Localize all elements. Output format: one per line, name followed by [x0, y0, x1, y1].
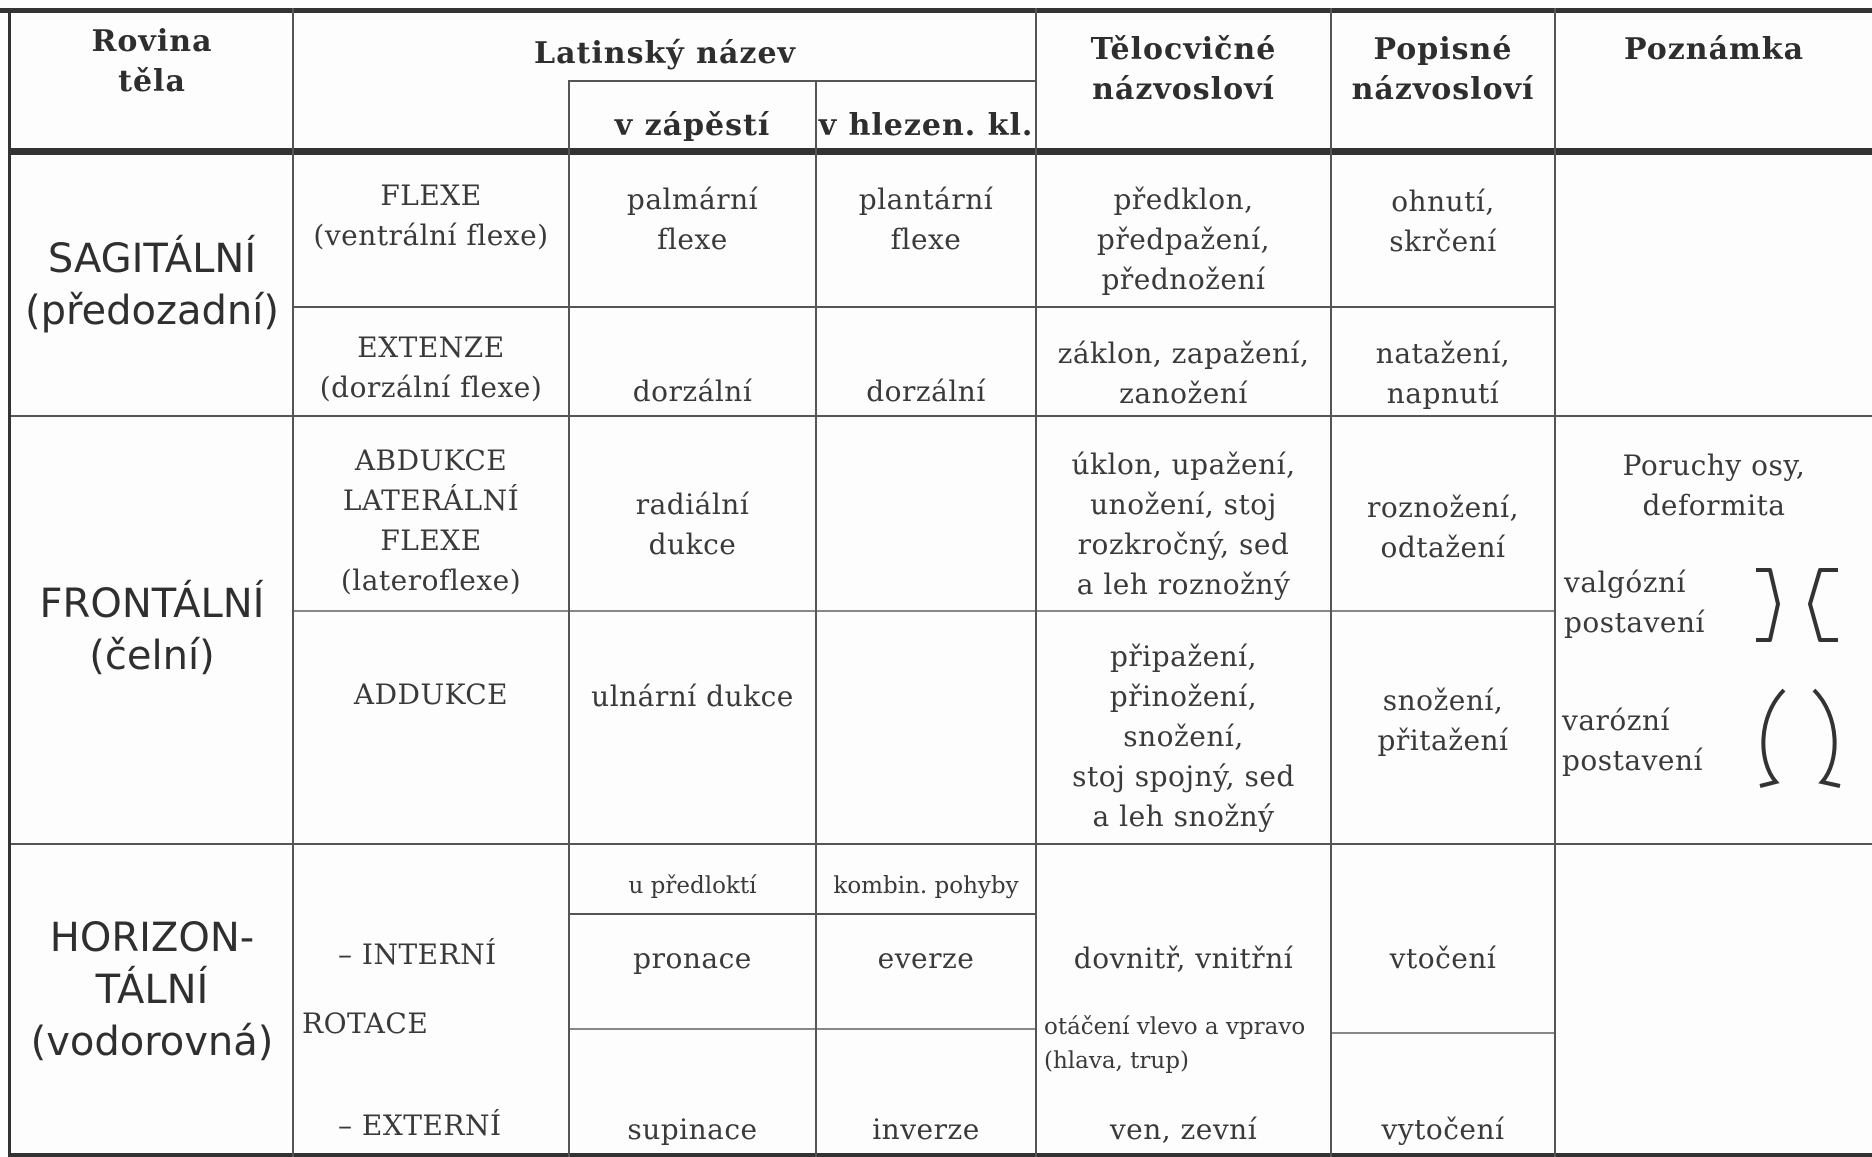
- plane-sagitalni: SAGITÁLNÍ (předozadní): [24, 236, 279, 334]
- horizontalni-sub-predlokti: u předloktí: [628, 873, 757, 899]
- plane-horizontalni: HORIZON- TÁLNÍ (vodorovná): [30, 915, 274, 1065]
- plane-frontalni: FRONTÁLNÍ (čelní): [39, 581, 265, 679]
- horizontalni-interni-kombin: everze: [877, 942, 975, 975]
- valgus-leg-icon: [1748, 566, 1848, 646]
- horizontalni-interni-popisne: vtočení: [1389, 942, 1497, 975]
- frontalni-abdukce-telocvicne: úklon, upažení, unožení, stoj rozkročný, sed a leh roznožný: [1071, 448, 1296, 601]
- frontalni-abdukce-zapesti: radiální dukce: [635, 488, 750, 561]
- sagitalni-extenze-hlezen: dorzální: [866, 375, 986, 408]
- rule-popisne-split: [1332, 1032, 1556, 1034]
- rule-abdukce-addukce: [294, 610, 1556, 612]
- sagitalni-extenze-latin: EXTENZE (dorzální flexe): [319, 331, 543, 404]
- frontalni-addukce-latin: ADDUKCE: [353, 678, 509, 711]
- rule-subheader-2: [570, 913, 1036, 915]
- poznamka-valgozni: valgózní postavení: [1564, 566, 1705, 639]
- rule-subheader: [570, 80, 1036, 82]
- sagitalni-extenze-zapesti: dorzální: [632, 375, 753, 408]
- rule-left: [8, 8, 11, 1157]
- sagitalni-extenze-telocvicne: záklon, zapažení, zanožení: [1057, 337, 1310, 410]
- horizontalni-interni-predlokti: pronace: [633, 942, 752, 975]
- rule-header-bottom: [8, 148, 1872, 155]
- horizontalni-externi-popisne: vytočení: [1381, 1113, 1505, 1146]
- sagitalni-flexe-latin: FLEXE (ventrální flexe): [313, 179, 549, 252]
- horizontalni-sub-kombin: kombin. pohyby: [833, 873, 1019, 899]
- rule-col-5: [1330, 8, 1332, 1157]
- horizontalni-externi-kombin: inverze: [872, 1113, 980, 1146]
- horizontalni-interni-latin: – INTERNÍ: [338, 938, 497, 971]
- frontalni-addukce-telocvicne: připažení, přinožení, snožení, stoj spojný, sed a leh snožný: [1072, 640, 1295, 833]
- horizontalni-interni-telocvicne: dovnitř, vnitřní: [1073, 942, 1294, 975]
- rule-frontalni-horizontalni: [8, 843, 1872, 845]
- sagitalni-flexe-zapesti: palmární flexe: [626, 183, 759, 256]
- rule-bottom: [8, 1153, 1872, 1157]
- frontalni-addukce-zapesti: ulnární dukce: [591, 680, 794, 713]
- horizontalni-otaceni: otáčení vlevo a vpravo (hlava, trup): [1044, 1014, 1306, 1074]
- header-v-zapesti: v zápěstí: [614, 108, 771, 143]
- horizontalni-externi-telocvicne: ven, zevní: [1109, 1113, 1258, 1146]
- sagitalni-flexe-hlezen: plantární flexe: [858, 183, 994, 256]
- rule-top: [0, 8, 1872, 13]
- rule-col-6: [1554, 8, 1556, 1157]
- poznamka-poruchy-osy: Poruchy osy, deformita: [1622, 449, 1806, 522]
- frontalni-abdukce-latin: ABDUKCE LATERÁLNÍ FLEXE (lateroflexe): [340, 444, 522, 597]
- sagitalni-flexe-telocvicne: předklon, předpažení, přednožení: [1096, 183, 1271, 296]
- header-v-hlezen: v hlezen. kl.: [818, 108, 1034, 143]
- header-poznamka: Poznámka: [1623, 32, 1805, 67]
- poznamka-varozni: varózní postavení: [1562, 704, 1703, 777]
- header-latinsky-nazev: Latinský název: [534, 36, 796, 71]
- rule-flexe-extenze: [294, 306, 1556, 308]
- frontalni-addukce-popisne: snožení, přitažení: [1377, 684, 1509, 757]
- horizontalni-externi-latin: – EXTERNÍ: [338, 1109, 502, 1142]
- frontalni-abdukce-popisne: roznožení, odtažení: [1366, 491, 1520, 564]
- rule-interni-externi: [570, 1028, 1036, 1030]
- horizontalni-rotace: ROTACE: [302, 1007, 429, 1040]
- horizontalni-externi-predlokti: supinace: [627, 1113, 758, 1146]
- header-rovina: Rovina těla: [91, 24, 213, 99]
- sagitalni-extenze-popisne: natažení, napnutí: [1375, 337, 1511, 410]
- sagitalni-flexe-popisne: ohnutí, skrčení: [1389, 185, 1497, 258]
- header-popisne: Popisné názvosloví: [1351, 32, 1535, 107]
- header-telocvicne: Tělocvičné názvosloví: [1090, 32, 1277, 107]
- varus-leg-icon: [1752, 686, 1852, 792]
